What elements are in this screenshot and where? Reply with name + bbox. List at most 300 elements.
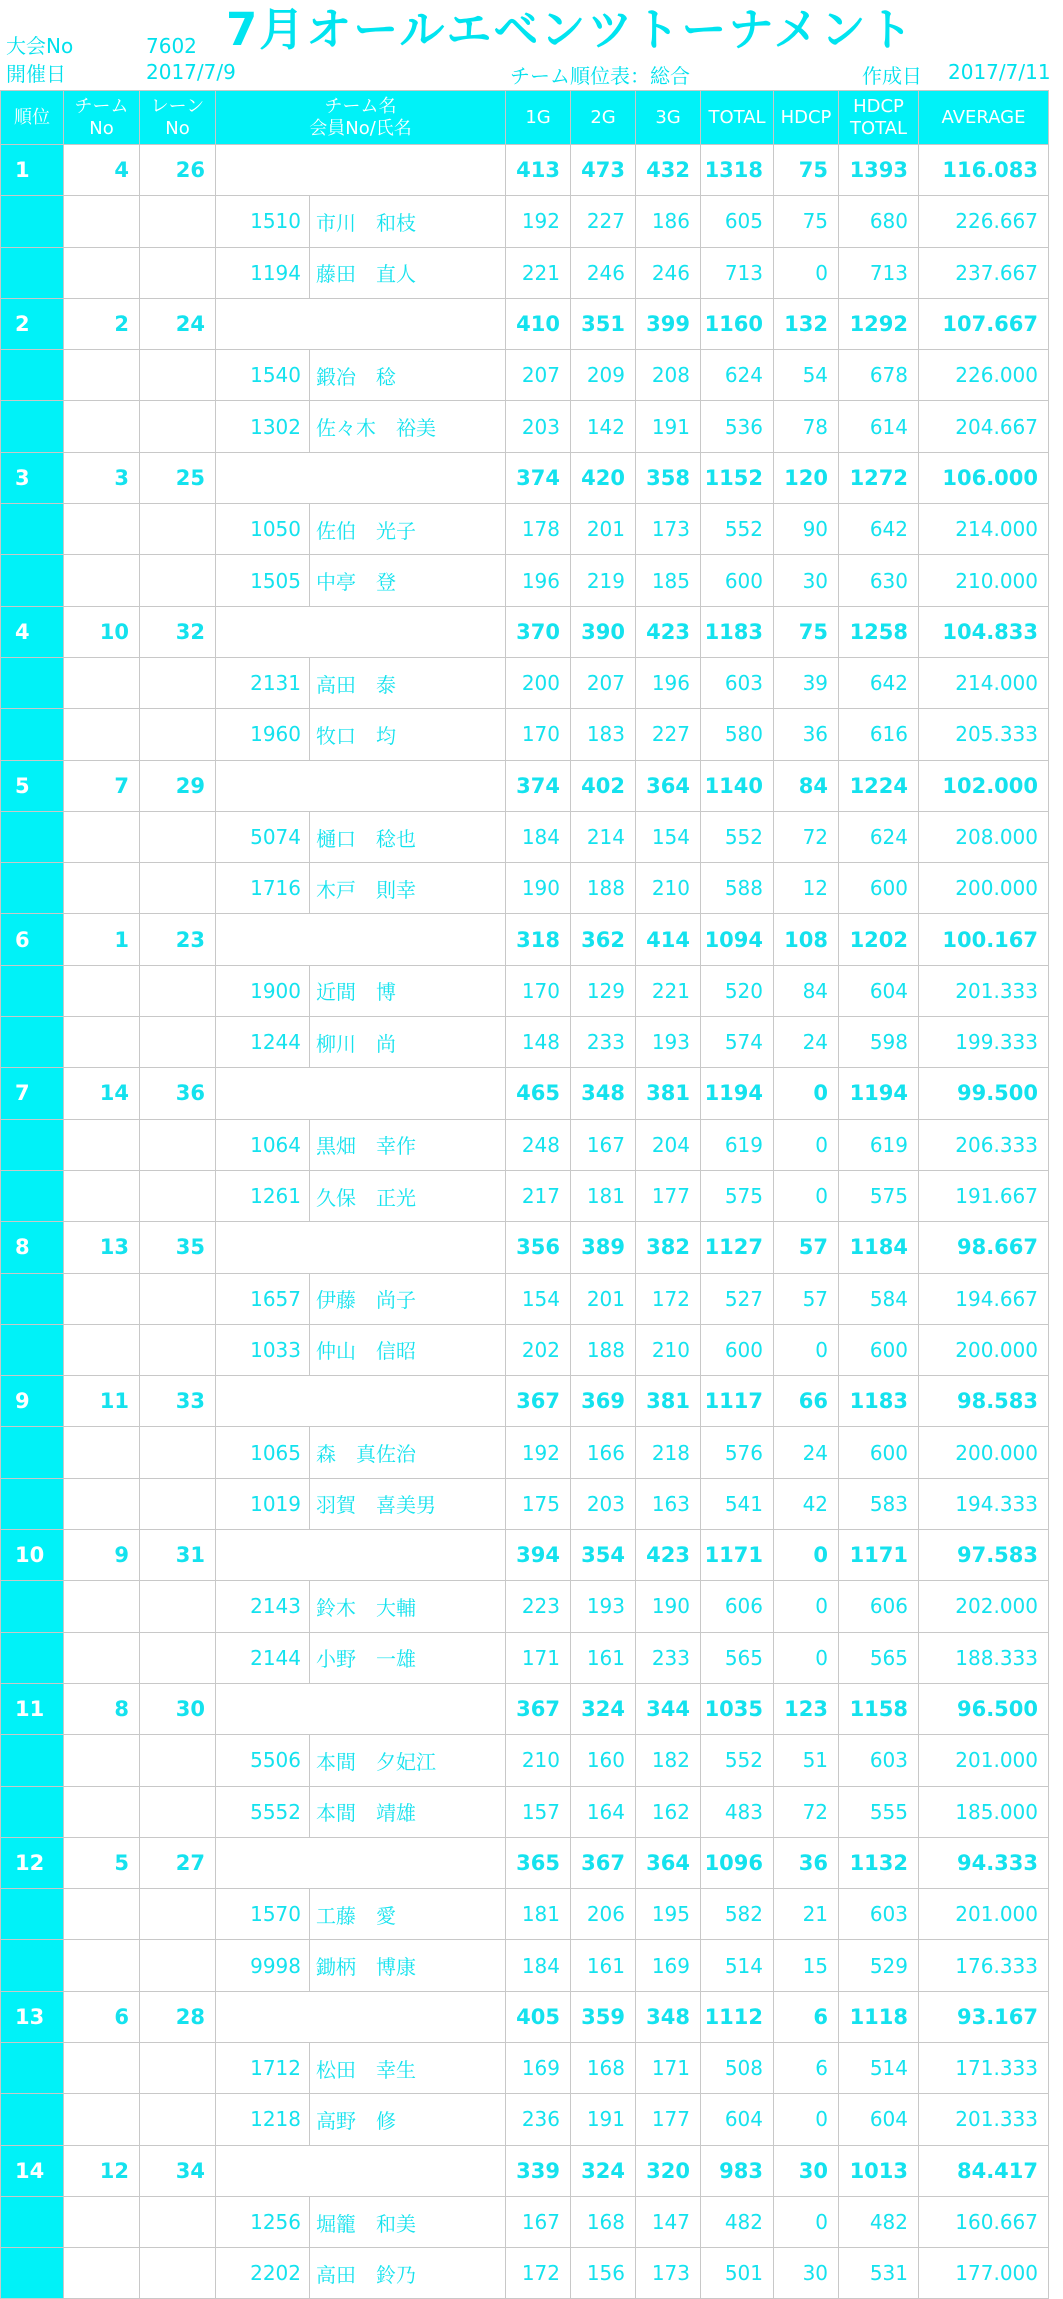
member-hdcp: 75 — [774, 196, 839, 247]
rank-blank — [1, 811, 64, 862]
member-hdcp: 21 — [774, 1889, 839, 1940]
member-g3: 185 — [636, 555, 701, 606]
team-g3: 423 — [636, 606, 701, 657]
member-g3: 246 — [636, 247, 701, 298]
team-no: 2 — [64, 298, 140, 349]
rank-value: 12 — [1, 1837, 64, 1888]
member-g2: 193 — [571, 1581, 636, 1632]
member-hdcp: 42 — [774, 1478, 839, 1529]
rank-blank — [1, 965, 64, 1016]
team-g3: 399 — [636, 298, 701, 349]
col-rank: 順位 — [1, 91, 64, 145]
member-g1: 190 — [506, 863, 571, 914]
member-row — [1, 555, 1049, 606]
member-g2: 188 — [571, 1324, 636, 1375]
member-name: 樋口 稔也 — [310, 811, 506, 862]
team-hdcp: 123 — [774, 1683, 839, 1734]
member-g1: 202 — [506, 1324, 571, 1375]
team-total: 1318 — [701, 145, 774, 196]
col-team-name: チーム名 会員No/氏名 — [216, 91, 506, 145]
member-no: 2144 — [216, 1632, 310, 1683]
team-g2: 362 — [571, 914, 636, 965]
team-total: 1117 — [701, 1376, 774, 1427]
lane-no-blank — [140, 1889, 216, 1940]
team-hdcp-total: 1202 — [839, 914, 919, 965]
member-no: 1657 — [216, 1273, 310, 1324]
team-hdcp-total: 1393 — [839, 145, 919, 196]
team-g3: 381 — [636, 1376, 701, 1427]
member-g2: 188 — [571, 863, 636, 914]
member-no: 1900 — [216, 965, 310, 1016]
member-row — [1, 196, 1049, 247]
team-no: 7 — [64, 760, 140, 811]
member-row — [1, 1786, 1049, 1837]
member-g1: 157 — [506, 1786, 571, 1837]
team-no: 5 — [64, 1837, 140, 1888]
member-hdcp: 0 — [774, 1170, 839, 1221]
lane-no-blank — [140, 1427, 216, 1478]
member-total: 619 — [701, 1119, 774, 1170]
member-hdcp: 0 — [774, 1632, 839, 1683]
member-hdcp: 54 — [774, 350, 839, 401]
member-row — [1, 863, 1049, 914]
team-row — [1, 1376, 1049, 1427]
member-g3: 171 — [636, 2042, 701, 2093]
team-no: 6 — [64, 1991, 140, 2042]
rank-value: 2 — [1, 298, 64, 349]
member-g2: 209 — [571, 350, 636, 401]
team-no-blank — [64, 247, 140, 298]
member-average: 177.000 — [919, 2248, 1049, 2299]
member-g1: 223 — [506, 1581, 571, 1632]
team-average: 97.583 — [919, 1530, 1049, 1581]
team-g3: 364 — [636, 760, 701, 811]
member-g3: 186 — [636, 196, 701, 247]
team-name-cell — [216, 2145, 506, 2196]
member-row — [1, 2042, 1049, 2093]
team-name-cell — [216, 298, 506, 349]
team-hdcp-total: 1183 — [839, 1376, 919, 1427]
team-row — [1, 1530, 1049, 1581]
team-no-blank — [64, 1735, 140, 1786]
member-row — [1, 1324, 1049, 1375]
member-g3: 177 — [636, 2094, 701, 2145]
member-total: 603 — [701, 657, 774, 708]
team-no-blank — [64, 1786, 140, 1837]
lane-no-blank — [140, 196, 216, 247]
lane-no-blank — [140, 401, 216, 452]
member-g3: 210 — [636, 863, 701, 914]
member-hdcp: 84 — [774, 965, 839, 1016]
member-hdcp: 72 — [774, 1786, 839, 1837]
team-no: 9 — [64, 1530, 140, 1581]
rank-blank — [1, 1581, 64, 1632]
rank-blank — [1, 1478, 64, 1529]
member-g1: 217 — [506, 1170, 571, 1221]
team-g3: 364 — [636, 1837, 701, 1888]
team-hdcp-total: 1292 — [839, 298, 919, 349]
team-g3: 358 — [636, 452, 701, 503]
team-no-blank — [64, 1170, 140, 1221]
member-average: 194.333 — [919, 1478, 1049, 1529]
member-row — [1, 1889, 1049, 1940]
team-no-blank — [64, 1119, 140, 1170]
team-name-cell — [216, 1068, 506, 1119]
member-g1: 203 — [506, 401, 571, 452]
member-hdcp-total: 603 — [839, 1889, 919, 1940]
team-g2: 348 — [571, 1068, 636, 1119]
member-total: 508 — [701, 2042, 774, 2093]
member-g2: 181 — [571, 1170, 636, 1221]
member-no: 1244 — [216, 1017, 310, 1068]
member-name: 工藤 愛 — [310, 1889, 506, 1940]
lane-no: 33 — [140, 1376, 216, 1427]
member-row — [1, 247, 1049, 298]
member-name: 堀籠 和美 — [310, 2196, 506, 2247]
member-average: 171.333 — [919, 2042, 1049, 2093]
rank-blank — [1, 555, 64, 606]
rank-value: 9 — [1, 1376, 64, 1427]
col-lane-no: レーン No — [140, 91, 216, 145]
member-g2: 201 — [571, 1273, 636, 1324]
team-hdcp-total: 1272 — [839, 452, 919, 503]
member-no: 9998 — [216, 1940, 310, 1991]
team-no: 1 — [64, 914, 140, 965]
member-g1: 171 — [506, 1632, 571, 1683]
team-hdcp: 75 — [774, 606, 839, 657]
member-g1: 148 — [506, 1017, 571, 1068]
member-no: 1716 — [216, 863, 310, 914]
team-no-blank — [64, 1632, 140, 1683]
member-name: 本間 夕妃江 — [310, 1735, 506, 1786]
member-g2: 191 — [571, 2094, 636, 2145]
rank-blank — [1, 657, 64, 708]
lane-no: 24 — [140, 298, 216, 349]
lane-no-blank — [140, 863, 216, 914]
team-no: 4 — [64, 145, 140, 196]
team-g1: 367 — [506, 1376, 571, 1427]
col-hdcp-total: HDCP TOTAL — [839, 91, 919, 145]
lane-no: 35 — [140, 1222, 216, 1273]
team-name-cell — [216, 452, 506, 503]
member-no: 1065 — [216, 1427, 310, 1478]
member-no: 5506 — [216, 1735, 310, 1786]
team-total: 1035 — [701, 1683, 774, 1734]
member-total: 565 — [701, 1632, 774, 1683]
member-g1: 170 — [506, 965, 571, 1016]
member-no: 1302 — [216, 401, 310, 452]
member-g1: 175 — [506, 1478, 571, 1529]
rank-blank — [1, 2042, 64, 2093]
team-g1: 410 — [506, 298, 571, 349]
member-g1: 181 — [506, 1889, 571, 1940]
member-no: 1712 — [216, 2042, 310, 2093]
team-row — [1, 1991, 1049, 2042]
member-no: 1218 — [216, 2094, 310, 2145]
member-hdcp: 24 — [774, 1427, 839, 1478]
member-total: 574 — [701, 1017, 774, 1068]
team-g2: 324 — [571, 2145, 636, 2196]
rank-blank — [1, 1427, 64, 1478]
member-hdcp: 30 — [774, 2248, 839, 2299]
member-average: 204.667 — [919, 401, 1049, 452]
rank-blank — [1, 1017, 64, 1068]
member-no: 5074 — [216, 811, 310, 862]
rank-blank — [1, 2248, 64, 2299]
member-g3: 172 — [636, 1273, 701, 1324]
rank-value: 8 — [1, 1222, 64, 1273]
team-hdcp: 108 — [774, 914, 839, 965]
member-g3: 191 — [636, 401, 701, 452]
report-title: 7月オールエベンツトーナメント — [226, 3, 915, 56]
member-name: 仲山 信昭 — [310, 1324, 506, 1375]
member-no: 1505 — [216, 555, 310, 606]
lane-no-blank — [140, 965, 216, 1016]
lane-no-blank — [140, 2094, 216, 2145]
member-hdcp: 0 — [774, 1324, 839, 1375]
team-hdcp: 66 — [774, 1376, 839, 1427]
member-name: 近間 博 — [310, 965, 506, 1016]
team-g2: 389 — [571, 1222, 636, 1273]
lane-no-blank — [140, 1017, 216, 1068]
member-total: 482 — [701, 2196, 774, 2247]
team-g1: 367 — [506, 1683, 571, 1734]
rank-blank — [1, 1324, 64, 1375]
team-name-cell — [216, 1376, 506, 1427]
lane-no: 27 — [140, 1837, 216, 1888]
team-no-blank — [64, 811, 140, 862]
team-no-blank — [64, 1889, 140, 1940]
team-name-cell — [216, 1837, 506, 1888]
team-row — [1, 2145, 1049, 2196]
member-name: 本間 靖雄 — [310, 1786, 506, 1837]
member-row — [1, 1170, 1049, 1221]
member-average: 226.000 — [919, 350, 1049, 401]
team-g1: 374 — [506, 452, 571, 503]
member-hdcp-total: 616 — [839, 709, 919, 760]
team-hdcp: 0 — [774, 1530, 839, 1581]
lane-no-blank — [140, 1632, 216, 1683]
lane-no-blank — [140, 1324, 216, 1375]
member-g3: 193 — [636, 1017, 701, 1068]
member-hdcp-total: 603 — [839, 1735, 919, 1786]
member-total: 552 — [701, 504, 774, 555]
team-no-blank — [64, 1581, 140, 1632]
lane-no-blank — [140, 1119, 216, 1170]
team-name-cell — [216, 1530, 506, 1581]
lane-no-blank — [140, 2042, 216, 2093]
team-average: 98.667 — [919, 1222, 1049, 1273]
member-hdcp-total: 531 — [839, 2248, 919, 2299]
team-hdcp: 30 — [774, 2145, 839, 2196]
rank-blank — [1, 1786, 64, 1837]
team-name-cell — [216, 760, 506, 811]
member-g3: 195 — [636, 1889, 701, 1940]
member-no: 5552 — [216, 1786, 310, 1837]
member-hdcp-total: 604 — [839, 2094, 919, 2145]
team-g1: 365 — [506, 1837, 571, 1888]
team-hdcp: 6 — [774, 1991, 839, 2042]
member-total: 527 — [701, 1273, 774, 1324]
member-name: 松田 幸生 — [310, 2042, 506, 2093]
lane-no: 32 — [140, 606, 216, 657]
member-g1: 221 — [506, 247, 571, 298]
member-g2: 219 — [571, 555, 636, 606]
lane-no-blank — [140, 1786, 216, 1837]
member-g2: 207 — [571, 657, 636, 708]
member-hdcp: 0 — [774, 1581, 839, 1632]
member-total: 483 — [701, 1786, 774, 1837]
team-average: 98.583 — [919, 1376, 1049, 1427]
col-team-no: チーム No — [64, 91, 140, 145]
member-total: 552 — [701, 1735, 774, 1786]
team-row — [1, 606, 1049, 657]
team-name-cell — [216, 1222, 506, 1273]
member-row — [1, 1581, 1049, 1632]
member-average: 237.667 — [919, 247, 1049, 298]
member-g1: 192 — [506, 196, 571, 247]
team-g3: 320 — [636, 2145, 701, 2196]
team-no: 11 — [64, 1376, 140, 1427]
member-name: 鍛冶 稔 — [310, 350, 506, 401]
lane-no-blank — [140, 1170, 216, 1221]
team-row — [1, 1683, 1049, 1734]
team-row — [1, 452, 1049, 503]
member-name: 森 真佐治 — [310, 1427, 506, 1478]
member-hdcp-total: 642 — [839, 657, 919, 708]
member-average: 205.333 — [919, 709, 1049, 760]
team-total: 1152 — [701, 452, 774, 503]
member-no: 2202 — [216, 2248, 310, 2299]
member-row — [1, 1940, 1049, 1991]
member-no: 1960 — [216, 709, 310, 760]
member-average: 185.000 — [919, 1786, 1049, 1837]
team-row — [1, 1837, 1049, 1888]
member-g1: 210 — [506, 1735, 571, 1786]
member-hdcp: 0 — [774, 2196, 839, 2247]
team-no-blank — [64, 2094, 140, 2145]
member-g3: 233 — [636, 1632, 701, 1683]
member-g3: 190 — [636, 1581, 701, 1632]
member-g1: 184 — [506, 1940, 571, 1991]
member-g2: 246 — [571, 247, 636, 298]
member-hdcp-total: 584 — [839, 1273, 919, 1324]
team-average: 102.000 — [919, 760, 1049, 811]
team-g1: 374 — [506, 760, 571, 811]
member-name: 高田 泰 — [310, 657, 506, 708]
rank-blank — [1, 1940, 64, 1991]
member-average: 191.667 — [919, 1170, 1049, 1221]
team-g2: 359 — [571, 1991, 636, 2042]
member-hdcp-total: 583 — [839, 1478, 919, 1529]
member-average: 201.000 — [919, 1735, 1049, 1786]
member-row — [1, 657, 1049, 708]
team-hdcp-total: 1171 — [839, 1530, 919, 1581]
member-hdcp-total: 598 — [839, 1017, 919, 1068]
rank-blank — [1, 2196, 64, 2247]
member-hdcp-total: 624 — [839, 811, 919, 862]
team-average: 93.167 — [919, 1991, 1049, 2042]
member-g1: 184 — [506, 811, 571, 862]
member-row — [1, 1119, 1049, 1170]
member-name: 高田 鈴乃 — [310, 2248, 506, 2299]
team-no: 12 — [64, 2145, 140, 2196]
member-g2: 227 — [571, 196, 636, 247]
member-name: 羽賀 喜美男 — [310, 1478, 506, 1529]
team-row — [1, 1222, 1049, 1273]
member-hdcp-total: 619 — [839, 1119, 919, 1170]
rank-blank — [1, 196, 64, 247]
member-g2: 160 — [571, 1735, 636, 1786]
team-g3: 382 — [636, 1222, 701, 1273]
member-average: 201.000 — [919, 1889, 1049, 1940]
member-g2: 166 — [571, 1427, 636, 1478]
member-row — [1, 1632, 1049, 1683]
lane-no-blank — [140, 247, 216, 298]
lane-no-blank — [140, 811, 216, 862]
member-g3: 227 — [636, 709, 701, 760]
lane-no: 34 — [140, 2145, 216, 2196]
member-hdcp-total: 482 — [839, 2196, 919, 2247]
team-name-cell — [216, 914, 506, 965]
member-total: 606 — [701, 1581, 774, 1632]
member-g2: 142 — [571, 401, 636, 452]
lane-no: 31 — [140, 1530, 216, 1581]
team-no-blank — [64, 555, 140, 606]
team-average: 94.333 — [919, 1837, 1049, 1888]
lane-no: 28 — [140, 1991, 216, 2042]
member-g1: 169 — [506, 2042, 571, 2093]
team-no-blank — [64, 1940, 140, 1991]
member-g2: 167 — [571, 1119, 636, 1170]
team-row — [1, 914, 1049, 965]
team-no-blank — [64, 2042, 140, 2093]
member-average: 194.667 — [919, 1273, 1049, 1324]
member-hdcp-total: 529 — [839, 1940, 919, 1991]
kaisai-label: 開催日 — [6, 62, 66, 86]
member-total: 536 — [701, 401, 774, 452]
rank-blank — [1, 863, 64, 914]
team-no-blank — [64, 1017, 140, 1068]
member-average: 201.333 — [919, 965, 1049, 1016]
member-g3: 173 — [636, 504, 701, 555]
lane-no-blank — [140, 1273, 216, 1324]
member-hdcp: 15 — [774, 1940, 839, 1991]
rank-blank — [1, 2094, 64, 2145]
member-average: 176.333 — [919, 1940, 1049, 1991]
team-row — [1, 1068, 1049, 1119]
team-average: 96.500 — [919, 1683, 1049, 1734]
member-name: 佐伯 光子 — [310, 504, 506, 555]
member-hdcp-total: 630 — [839, 555, 919, 606]
lane-no: 30 — [140, 1683, 216, 1734]
lane-no: 25 — [140, 452, 216, 503]
team-name-cell — [216, 145, 506, 196]
member-hdcp: 78 — [774, 401, 839, 452]
team-g3: 344 — [636, 1683, 701, 1734]
member-no: 1256 — [216, 2196, 310, 2247]
team-g2: 420 — [571, 452, 636, 503]
team-g3: 414 — [636, 914, 701, 965]
table-kind: チーム順位表：総合 — [510, 64, 690, 88]
team-g3: 432 — [636, 145, 701, 196]
member-name: 木戸 則幸 — [310, 863, 506, 914]
member-g2: 214 — [571, 811, 636, 862]
lane-no-blank — [140, 504, 216, 555]
member-no: 1510 — [216, 196, 310, 247]
team-g2: 402 — [571, 760, 636, 811]
rank-blank — [1, 1735, 64, 1786]
